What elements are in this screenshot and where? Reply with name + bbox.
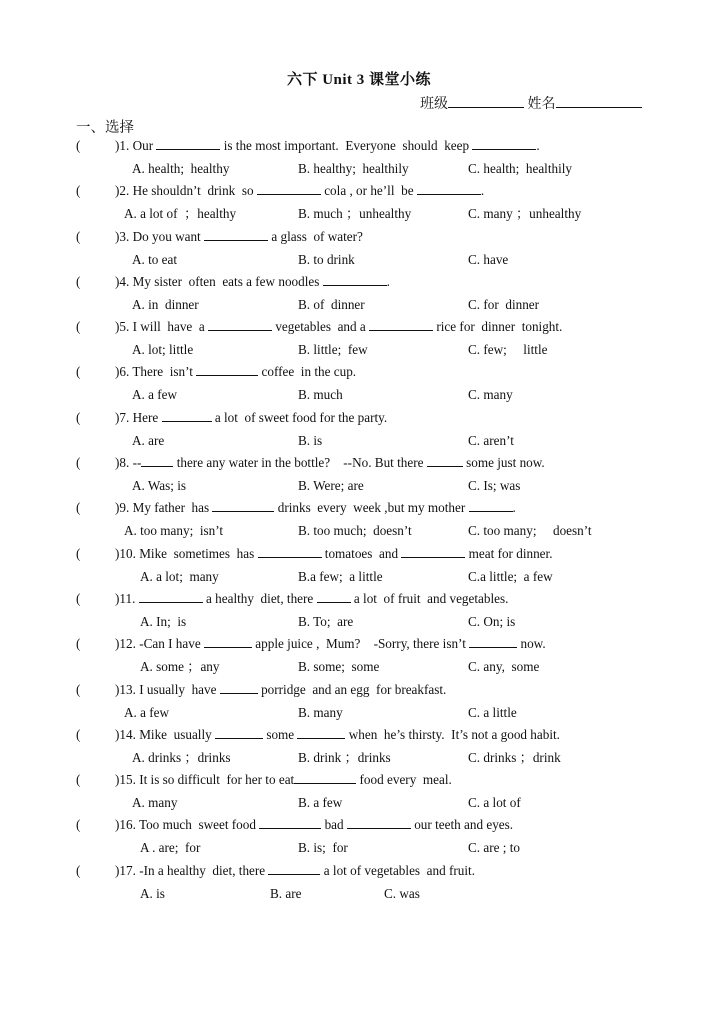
- option-a[interactable]: A. Was; is: [132, 478, 187, 494]
- option-a[interactable]: A. In; is: [140, 613, 187, 629]
- question-text: 4. My sister often eats a few noodles: [119, 273, 323, 289]
- question-item: [76, 724, 656, 769]
- option-c[interactable]: C. health; healthily: [468, 161, 573, 176]
- option-b[interactable]: B. much ；unhealthy: [298, 206, 412, 222]
- question-text: 10. Mike sometimes has: [119, 545, 258, 561]
- question-item: [76, 543, 656, 588]
- option-c[interactable]: C. On; is: [468, 613, 516, 629]
- answer-paren-close: ): [115, 455, 120, 471]
- page-title: 六下 Unit 3 课堂小练: [286, 72, 432, 88]
- question-item: [76, 769, 656, 814]
- answer-paren-open: (: [76, 138, 81, 153]
- answer-paren-close: ): [115, 545, 120, 561]
- answer-paren-open: (: [76, 726, 81, 742]
- question-text: when he’s thirsty. It’s not a good habit.: [345, 726, 560, 742]
- question-stem: [76, 814, 513, 836]
- option-c[interactable]: C. any, some: [468, 659, 540, 675]
- question-stem: [76, 452, 545, 474]
- question-text: a lot of fruit and vegetables.: [350, 590, 509, 606]
- answer-paren-open: (: [76, 183, 81, 199]
- option-c[interactable]: C.a little; a few: [468, 568, 553, 584]
- answer-paren-open: (: [76, 455, 81, 471]
- answer-paren-open: (: [76, 228, 81, 244]
- fill-blank[interactable]: [317, 590, 351, 603]
- option-a[interactable]: A. many: [132, 795, 178, 811]
- name-label: 姓名: [527, 97, 556, 112]
- fill-blank[interactable]: [347, 816, 411, 829]
- name-blank[interactable]: [556, 93, 642, 108]
- answer-paren-close: ): [115, 590, 120, 606]
- question-stem: [76, 543, 553, 565]
- option-c[interactable]: C. a lot of: [468, 795, 521, 811]
- question-text: 17. -In a healthy diet, there: [119, 862, 269, 878]
- option-b[interactable]: B. a few: [298, 795, 343, 811]
- option-b[interactable]: B. to drink: [298, 251, 355, 267]
- question-text: bad: [321, 817, 347, 833]
- question-stem: [76, 271, 390, 293]
- option-a[interactable]: A. too many; isn’t: [124, 523, 224, 539]
- option-c[interactable]: C. too many; doesn’t: [468, 523, 592, 539]
- option-a[interactable]: A. is: [140, 885, 165, 901]
- answer-paren-close: ): [115, 183, 120, 199]
- question-stem: [76, 860, 475, 882]
- option-a[interactable]: A. lot; little: [132, 342, 194, 358]
- answer-paren-open: (: [76, 817, 81, 833]
- answer-paren-close: ): [115, 772, 120, 788]
- question-text: meat for dinner.: [465, 545, 553, 561]
- question-text: 15. It is so difficult for her to eat: [119, 772, 295, 788]
- answer-paren-open: (: [76, 545, 81, 561]
- question-text: 13. I usually have: [119, 681, 220, 697]
- fill-blank[interactable]: [258, 545, 322, 558]
- fill-blank[interactable]: [208, 318, 272, 331]
- question-stem: [76, 769, 452, 791]
- answer-paren-open: (: [76, 636, 81, 652]
- option-a[interactable]: A. drinks ；drinks: [132, 749, 231, 765]
- option-b[interactable]: B. of dinner: [298, 296, 365, 312]
- question-text: .: [480, 183, 485, 199]
- question-text: our teeth and eyes.: [410, 817, 514, 833]
- answer-paren-close: ): [115, 273, 120, 289]
- question-text: cola , or he’ll be: [320, 183, 417, 199]
- fill-blank[interactable]: [427, 454, 463, 467]
- option-c[interactable]: C. are ; to: [468, 840, 521, 856]
- question-stem: [76, 407, 387, 429]
- question-text: some just now.: [462, 455, 545, 471]
- answer-paren-close: ): [115, 817, 120, 833]
- answer-paren-open: (: [76, 409, 81, 425]
- question-text: apple juice , Mum? -Sorry, there isn’t: [252, 636, 470, 652]
- question-text: .: [512, 500, 516, 516]
- option-c[interactable]: C. Is; was: [468, 478, 521, 494]
- question-stem: [76, 226, 363, 248]
- question-stem: [76, 361, 356, 383]
- question-stem: [76, 633, 546, 655]
- answer-paren-close: ): [115, 138, 120, 153]
- question-text: 5. I will have a: [119, 319, 209, 335]
- option-b[interactable]: B. is: [298, 432, 323, 448]
- question-stem: [76, 724, 560, 746]
- answer-paren-open: (: [76, 364, 81, 380]
- question-item: [76, 271, 656, 316]
- option-c[interactable]: C. a little: [468, 704, 517, 720]
- fill-blank[interactable]: [220, 681, 258, 694]
- question-text: 14. Mike usually: [119, 726, 216, 742]
- question-text: a healthy diet, there: [202, 590, 317, 606]
- class-blank[interactable]: [448, 93, 524, 108]
- fill-blank[interactable]: [257, 182, 321, 195]
- option-a[interactable]: A. to eat: [132, 251, 178, 267]
- option-c[interactable]: C. for dinner: [468, 296, 540, 312]
- question-text: 1. Our: [119, 138, 157, 153]
- question-text: is the most important. Everyone should keep: [220, 138, 473, 153]
- question-item: [76, 407, 656, 452]
- option-b[interactable]: B. many: [298, 704, 343, 720]
- question-text: a lot of sweet food for the party.: [211, 409, 388, 425]
- question-stem: [76, 588, 508, 610]
- fill-blank[interactable]: [156, 137, 220, 150]
- fill-blank[interactable]: [141, 454, 173, 467]
- option-a[interactable]: A. a few: [132, 387, 178, 403]
- question-text: 7. Here: [119, 409, 162, 425]
- question-text: 3. Do you want: [119, 228, 205, 244]
- option-a[interactable]: A. in dinner: [132, 296, 199, 312]
- fill-blank[interactable]: [162, 409, 212, 422]
- fill-blank[interactable]: [294, 771, 356, 784]
- fill-blank[interactable]: [469, 635, 517, 648]
- answer-paren-open: (: [76, 500, 81, 516]
- question-text: 9. My father has: [119, 500, 213, 516]
- section-heading: 一、选择: [76, 120, 134, 136]
- option-b[interactable]: B.a few; a little: [298, 568, 383, 584]
- class-label: 班级: [420, 97, 448, 112]
- option-b[interactable]: B. some; some: [298, 659, 380, 675]
- question-item: [76, 814, 656, 859]
- question-text: porridge and an egg for breakfast.: [257, 681, 447, 697]
- question-text: 12. -Can I have: [119, 636, 204, 652]
- fill-blank[interactable]: [204, 635, 252, 648]
- fill-blank[interactable]: [139, 590, 203, 603]
- question-stem: [76, 180, 484, 202]
- option-a[interactable]: A. a lot of ；healthy: [124, 206, 237, 222]
- question-item: [76, 497, 656, 542]
- question-text: rice for dinner tonight.: [433, 319, 563, 335]
- fill-blank[interactable]: [215, 726, 263, 739]
- answer-paren-close: ): [115, 364, 120, 380]
- question-item: [76, 361, 656, 406]
- question-item: [76, 588, 656, 633]
- question-text: .: [536, 138, 540, 153]
- fill-blank[interactable]: [417, 182, 481, 195]
- question-text: vegetables and a: [272, 319, 370, 335]
- question-text: drinks every week ,but my mother: [274, 500, 469, 516]
- question-stem: [76, 316, 562, 338]
- option-b[interactable]: B. are: [270, 885, 302, 901]
- question-text: 16. Too much sweet food: [119, 817, 260, 833]
- answer-paren-open: (: [76, 319, 81, 335]
- question-text: a lot of vegetables and fruit.: [320, 862, 475, 878]
- question-text: 11.: [119, 590, 139, 606]
- question-text: tomatoes and: [321, 545, 402, 561]
- question-text: coffee in the cup.: [258, 364, 357, 380]
- option-a[interactable]: A . are; for: [140, 840, 201, 856]
- fill-blank[interactable]: [401, 545, 465, 558]
- answer-paren-close: ): [115, 726, 120, 742]
- fill-blank[interactable]: [472, 137, 536, 150]
- question-text: 2. He shouldn’t drink so: [119, 183, 257, 199]
- question-item: [76, 316, 656, 361]
- option-c[interactable]: C. aren’t: [468, 432, 514, 448]
- option-a[interactable]: A. some ；any: [140, 659, 220, 675]
- question-text: 6. There isn’t: [119, 364, 197, 380]
- option-c[interactable]: C. was: [384, 885, 420, 901]
- option-a[interactable]: A. a few: [124, 704, 170, 720]
- fill-blank[interactable]: [469, 499, 513, 512]
- question-item: [76, 860, 656, 905]
- question-stem: [76, 679, 446, 701]
- option-c[interactable]: C. many: [468, 387, 513, 403]
- answer-paren-open: (: [76, 772, 81, 788]
- fill-blank[interactable]: [259, 816, 321, 829]
- question-stem: [76, 497, 516, 519]
- option-b[interactable]: B. is; for: [298, 840, 348, 856]
- fill-blank[interactable]: [212, 499, 274, 512]
- option-a[interactable]: A. are: [132, 432, 165, 448]
- option-b[interactable]: B. little; few: [298, 342, 368, 358]
- answer-paren-close: ): [115, 681, 120, 697]
- question-item: [76, 679, 656, 724]
- answer-paren-open: (: [76, 862, 81, 878]
- question-stem: [76, 135, 540, 157]
- question-text: food every meal.: [356, 772, 452, 788]
- question-text: now.: [517, 636, 546, 652]
- option-c[interactable]: C. drinks ；drink: [468, 749, 561, 765]
- fill-blank[interactable]: [369, 318, 433, 331]
- question-list: [76, 135, 656, 905]
- answer-paren-open: (: [76, 681, 81, 697]
- option-b[interactable]: B. much: [298, 387, 343, 403]
- question-item: [76, 452, 656, 497]
- question-item: [76, 135, 656, 180]
- answer-paren-close: ): [115, 500, 120, 516]
- answer-paren-close: ): [115, 409, 120, 425]
- option-c[interactable]: C. few; little: [468, 342, 548, 358]
- fill-blank[interactable]: [196, 363, 258, 376]
- question-text: .: [386, 273, 390, 289]
- fill-blank[interactable]: [323, 273, 387, 286]
- option-b[interactable]: B. healthy; healthily: [298, 161, 409, 176]
- question-item: [76, 633, 656, 678]
- question-text: some: [263, 726, 298, 742]
- answer-paren-open: (: [76, 273, 81, 289]
- option-b[interactable]: B. drink ；drinks: [298, 749, 391, 765]
- answer-paren-close: ): [115, 228, 120, 244]
- option-c[interactable]: C. many ；unhealthy: [468, 206, 582, 222]
- student-info: [420, 93, 642, 113]
- answer-paren-open: (: [76, 590, 81, 606]
- option-a[interactable]: A. health; healthy: [132, 161, 230, 176]
- answer-paren-close: ): [115, 319, 120, 335]
- question-text: a glass of water?: [268, 228, 363, 244]
- fill-blank[interactable]: [297, 726, 345, 739]
- question-text: 8. --: [119, 455, 142, 471]
- question-item: [76, 180, 656, 225]
- question-item: [76, 226, 656, 271]
- option-a[interactable]: A. a lot; many: [140, 568, 219, 584]
- option-c[interactable]: C. have: [468, 251, 509, 267]
- option-b[interactable]: B. too much; doesn’t: [298, 523, 412, 539]
- answer-paren-close: ): [115, 862, 120, 878]
- answer-paren-close: ): [115, 636, 120, 652]
- fill-blank[interactable]: [204, 228, 268, 241]
- question-text: there any water in the bottle? --No. But there: [173, 455, 427, 471]
- option-b[interactable]: B. To; are: [298, 613, 354, 629]
- fill-blank[interactable]: [268, 862, 320, 875]
- option-b[interactable]: B. Were; are: [298, 478, 364, 494]
